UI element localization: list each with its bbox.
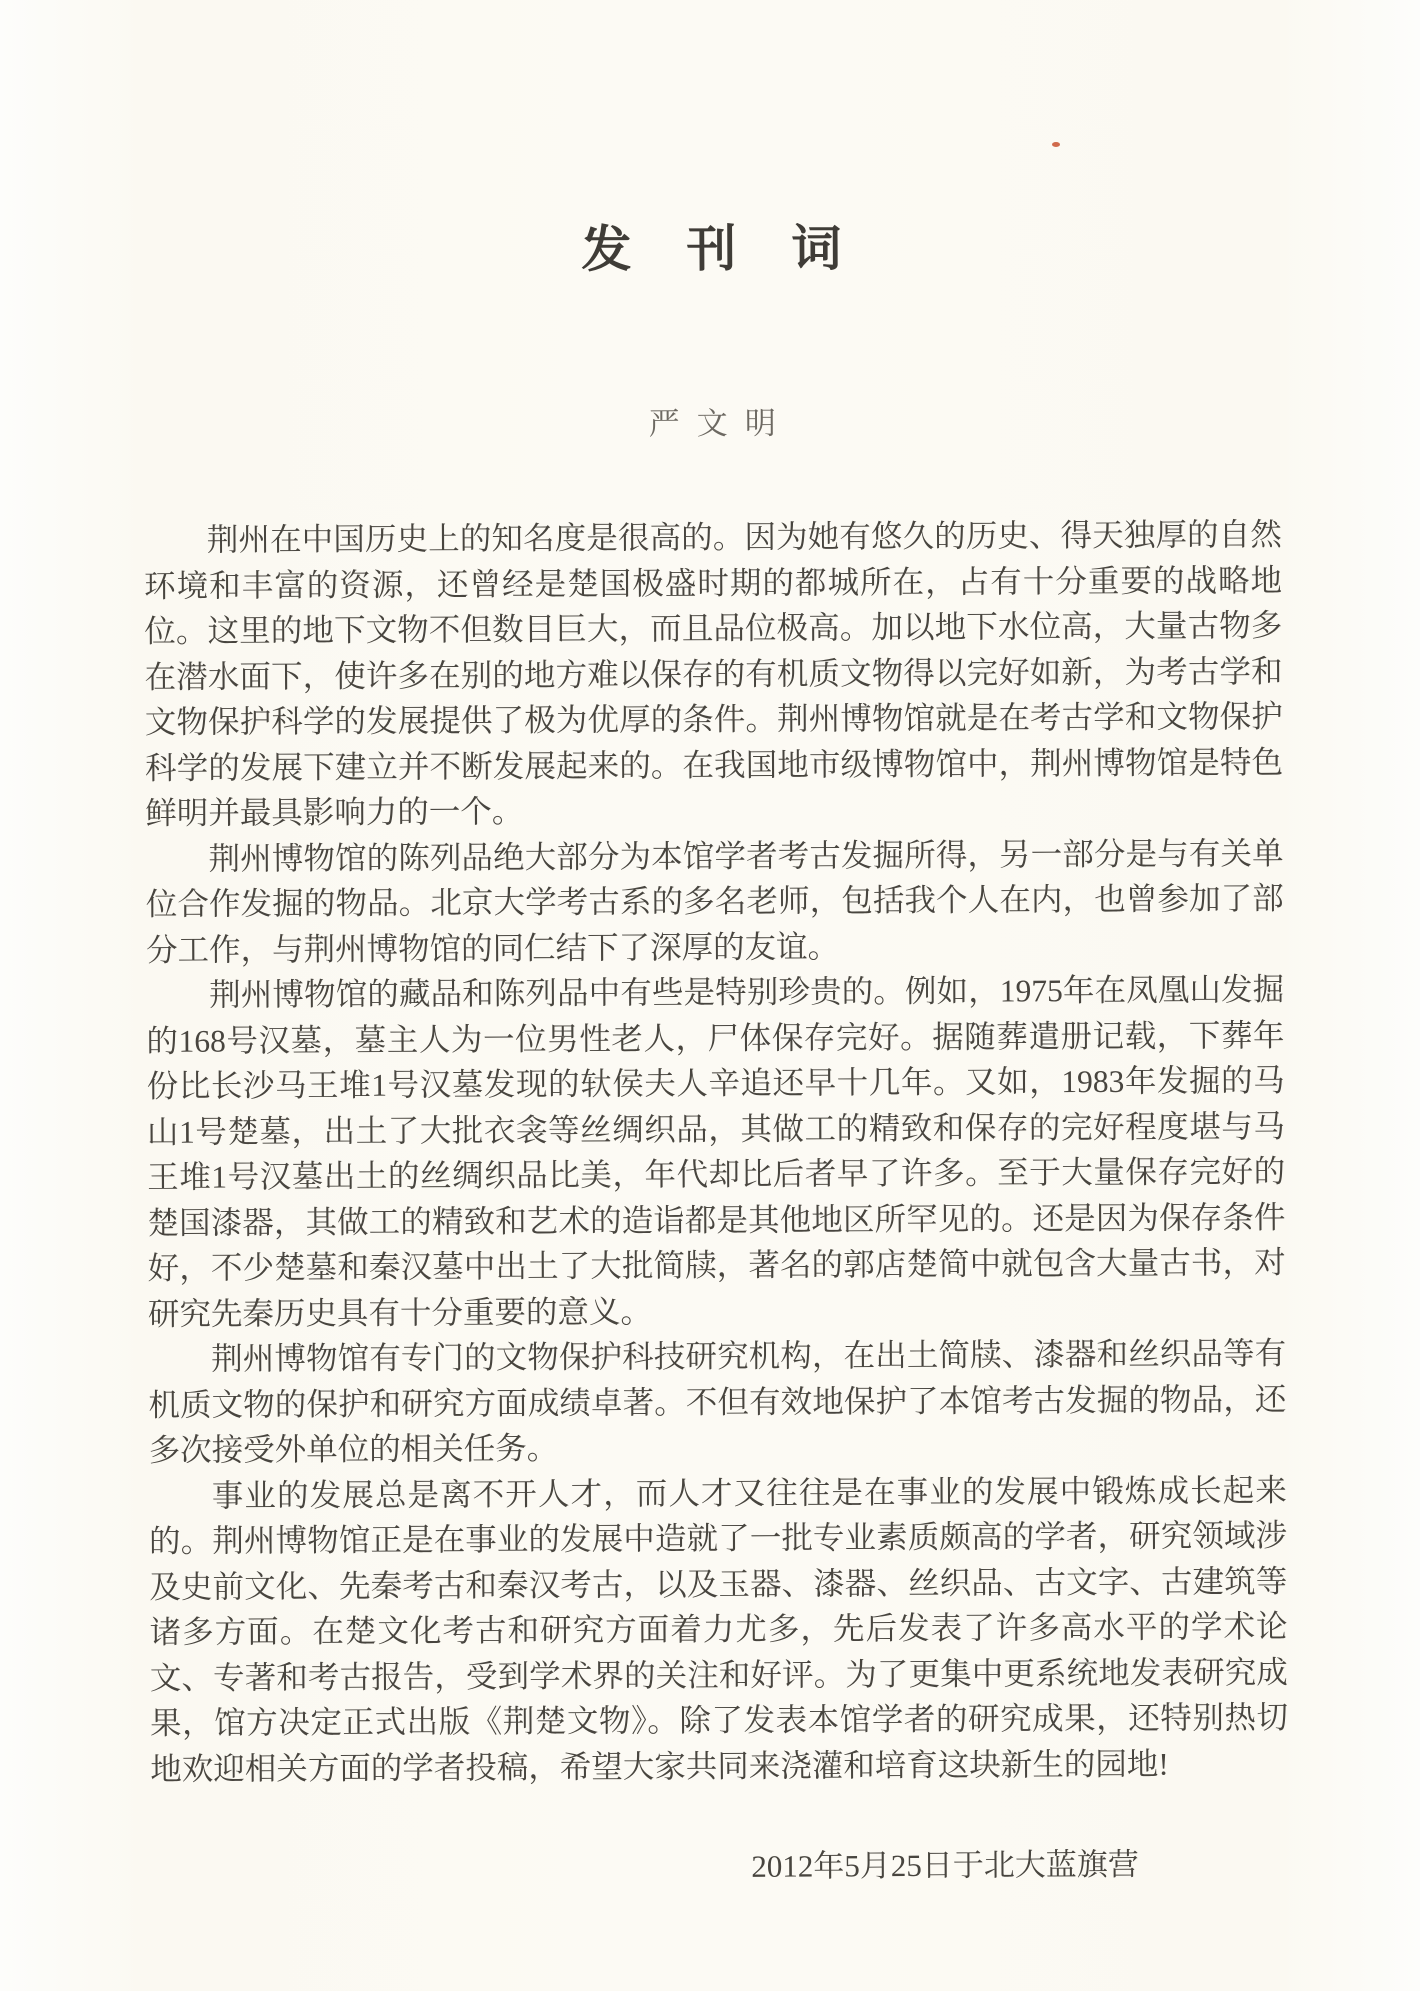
body-text xyxy=(144,512,1289,1792)
body-paragraph: 荆州博物馆的藏品和陈列品中有些是特别珍贵的。例如，1975年在凤凰山发掘的168号汉墓，墓主人为一位男性老人，尸体保存完好。据随葬遣册记载，下葬年份比长沙马王堆1号汉墓发现的轪侯夫人辛追还早十几年。又如，1983年发掘的马山1号楚墓，出土了大批衣衾等丝绸织品，其做工的精致和保存的完好程度堪与马王堆1号汉墓出土的丝绸织品比美，年代却比后者早了许多。至于大量保存完好的楚国漆器，其做工的精致和艺术的造诣都是其他地区所罕见的。还是因为保存条件好，不少楚墓和秦汉墓中出土了大批简牍，著名的郭店楚简中就包含大量古书，对研究先秦历史具有十分重要的意义。 xyxy=(146,972,1286,1332)
body-paragraph: 荆州博物馆有专门的文物保护科技研究机构，在出土简牍、漆器和丝织品等有机质文物的保护和研究方面成绩卓著。不但有效地保护了本馆考古发掘的物品，还多次接受外单位的相关任务。 xyxy=(148,1336,1287,1468)
page-title: 发刊词 xyxy=(581,220,897,278)
body-paragraph: 荆州博物馆的陈列品绝大部分为本馆学者考古发掘所得，另一部分是与有关单位合作发掘的物品。北京大学考古系的多名老师，包括我个人在内，也曾参加了部分工作，与荆州博物馆的同仁结下了深厚的友谊。 xyxy=(145,835,1284,968)
dateline: 2012年5月25日于北大蓝旗营 xyxy=(751,1846,1139,1884)
body-paragraph: 荆州在中国历史上的知名度是很高的。因为她有悠久的历史、得天独厚的自然环境和丰富的资源，还曾经是楚国极盛时期的都城所在，占有十分重要的战略地位。这里的地下文物不但数目巨大，而且品位极高。加以地下水位高，大量古物多在潜水面下，使许多在别的地方难以保存的有机质文物得以完好如新，为考古学和文物保护科学的发展提供了极为优厚的条件。荆州博物馆就是在考古学和文物保护科学的发展下建立并不断发展起来的。在我国地市级博物馆中，荆州博物馆是特色鲜明并最具影响力的一个。 xyxy=(144,517,1284,831)
body-paragraph: 事业的发展总是离不开人才，而人才又往往是在事业的发展中锻炼成长起来的。荆州博物馆正是在事业的发展中造就了一批专业素质颇高的学者，研究领域涉及史前文化、先秦考古和秦汉考古，以及玉器、漆器、丝织品、古文字、古建筑等诸多方面。在楚文化考古和研究方面着力尤多，先后发表了许多高水平的学术论文、专著和考古报告，受到学术界的关注和好评。为了更集中更系统地发表研究成果，馆方决定正式出版《荆楚文物》。除了发表本馆学者的研究成果，还特别热切地欢迎相关方面的学者投稿，希望大家共同来浇灌和培育这块新生的园地! xyxy=(149,1472,1289,1787)
page-content xyxy=(141,0,1289,1889)
author-name: 严文明 xyxy=(648,405,793,442)
